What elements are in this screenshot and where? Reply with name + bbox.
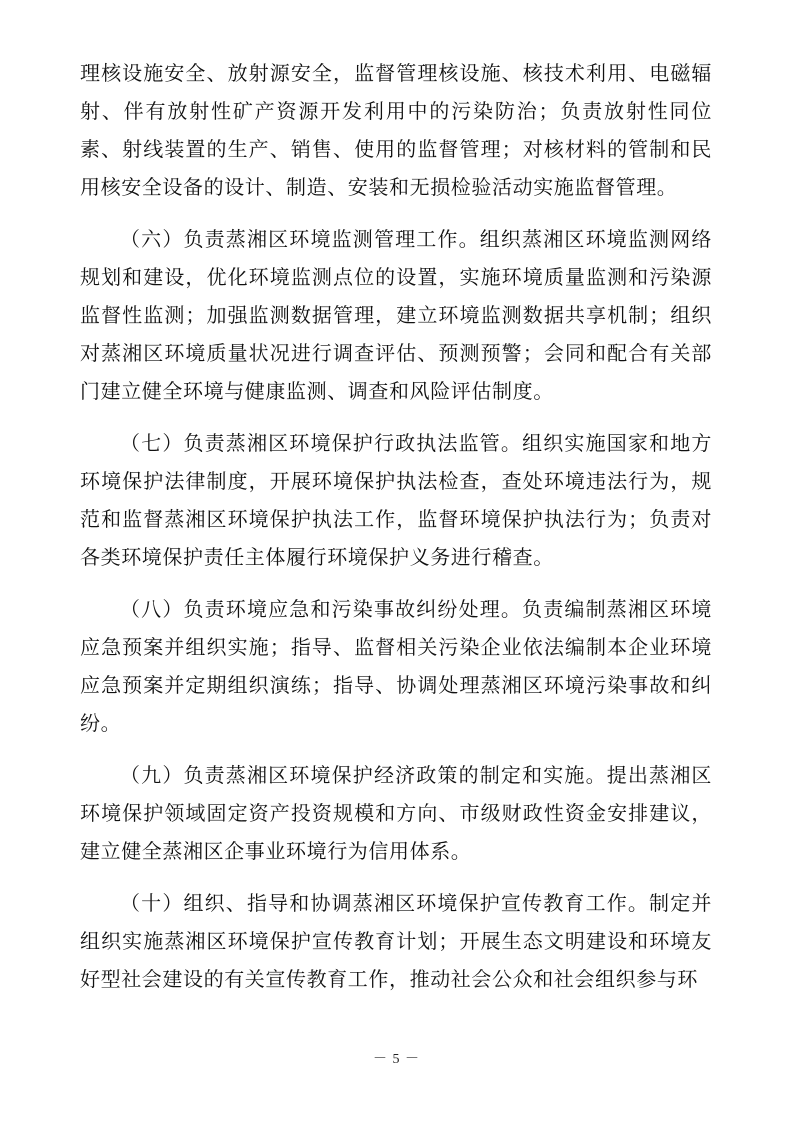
document-body bbox=[80, 54, 712, 1012]
paragraph-continued: 理核设施安全、放射源安全，监督管理核设施、核技术利用、电磁辐射、伴有放射性矿产资源开发利用中的污染防治；负责放射性同位素、射线装置的生产、销售、使用的监督管理；对核材料的管制和民用核安全设备的设计、制造、安装和无损检验活动实施监督管理。 bbox=[80, 61, 712, 199]
paragraph-item-8: （八）负责环境应急和污染事故纠纷处理。负责编制蒸湘区环境应急预案并组织实施；指导、监督相关污染企业依法编制本企业环境应急预案并定期组织演练；指导、协调处理蒸湘区环境污染事故和纠纷。 bbox=[80, 597, 712, 735]
paragraph-item-6: （六）负责蒸湘区环境监测管理工作。组织蒸湘区环境监测网络规划和建设，优化环境监测点位的设置，实施环境质量监测和污染源监督性监测；加强监测数据管理，建立环境监测数据共享机制；组织对蒸湘区环境质量状况进行调查评估、预测预警；会同和配合有关部门建立健全环境与健康监测、调查和风险评估制度。 bbox=[80, 227, 712, 403]
paragraph-item-7: （七）负责蒸湘区环境保护行政执法监管。组织实施国家和地方环境保护法律制度，开展环境保护执法检查，查处环境违法行为，规范和监督蒸湘区环境保护执法工作，监督环境保护执法行为；负责对各类环境保护责任主体履行环境保护义务进行稽查。 bbox=[80, 431, 712, 569]
page-number: － 5 － bbox=[373, 1052, 420, 1067]
paragraph-item-10: （十）组织、指导和协调蒸湘区环境保护宣传教育工作。制定并组织实施蒸湘区环境保护宣传教育计划；开展生态文明建设和环境友好型社会建设的有关宣传教育工作，推动社会公众和社会组织参与环 bbox=[80, 891, 712, 991]
paragraph-item-9: （九）负责蒸湘区环境保护经济政策的制定和实施。提出蒸湘区环境保护领域固定资产投资规模和方向、市级财政性资金安排建议，建立健全蒸湘区企事业环境行为信用体系。 bbox=[80, 763, 712, 863]
